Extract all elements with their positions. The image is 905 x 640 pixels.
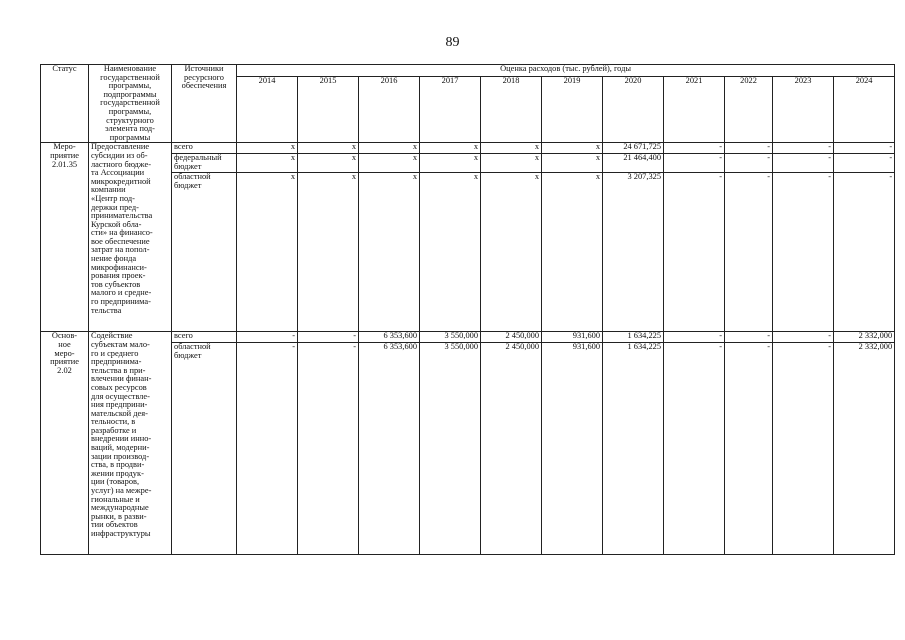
text-line: Предоставление bbox=[91, 142, 150, 152]
value-cell: 3 207,325 bbox=[603, 173, 664, 332]
text-line: тельства bbox=[91, 305, 122, 315]
year-header: 2021 bbox=[664, 76, 725, 143]
text-line: ваций, модерни- bbox=[91, 443, 150, 453]
text-line: государственной bbox=[100, 98, 160, 108]
text-line: совых ресурсов bbox=[91, 382, 147, 392]
value-cell: x bbox=[298, 143, 359, 154]
text-line: предпринима- bbox=[91, 357, 142, 367]
text-line: рынки, в разви- bbox=[91, 511, 147, 521]
year-header: 2017 bbox=[420, 76, 481, 143]
table-row bbox=[41, 332, 895, 343]
value-cell: 2 450,000 bbox=[481, 332, 542, 343]
text-line: государственной bbox=[100, 72, 160, 82]
value-cell: x bbox=[542, 154, 603, 173]
text-line: Основ- bbox=[51, 331, 78, 341]
text-line: жении продук- bbox=[91, 468, 144, 478]
value-cell: 3 550,000 bbox=[420, 332, 481, 343]
value-cell: x bbox=[420, 143, 481, 154]
text-line: структурного bbox=[106, 115, 154, 125]
value-cell: - bbox=[664, 343, 725, 555]
text-line: зации производ- bbox=[91, 451, 150, 461]
value-cell: - bbox=[664, 154, 725, 173]
value-cell: - bbox=[725, 143, 773, 154]
year-header: 2020 bbox=[603, 76, 664, 143]
text-line: программы, bbox=[108, 106, 152, 116]
source-cell: всего bbox=[172, 332, 237, 343]
text-line: подпрограммы bbox=[103, 89, 157, 99]
value-cell: - bbox=[298, 332, 359, 343]
value-cell: x bbox=[237, 154, 298, 173]
text-line: Курской обла- bbox=[91, 219, 142, 229]
value-cell: - bbox=[725, 154, 773, 173]
header-status: Статус bbox=[41, 65, 89, 143]
text-line: меро- bbox=[54, 348, 75, 358]
value-cell: x bbox=[359, 173, 420, 332]
value-cell: - bbox=[773, 143, 834, 154]
value-cell: x bbox=[542, 173, 603, 332]
text-line: субсидии из об- bbox=[91, 150, 148, 160]
text-line: ции (товаров, bbox=[91, 477, 140, 487]
value-cell: x bbox=[542, 143, 603, 154]
text-line: микрокредитной bbox=[91, 176, 151, 186]
source-cell: федеральный бюджет bbox=[172, 154, 237, 173]
text-line: гиональные и bbox=[91, 494, 140, 504]
header-name bbox=[89, 65, 172, 143]
value-cell: 6 353,600 bbox=[359, 343, 420, 555]
value-cell: 931,600 bbox=[542, 343, 603, 555]
table-row bbox=[41, 143, 895, 154]
header-estimate: Оценка расходов (тыс. рублей), годы bbox=[237, 65, 895, 77]
table-body bbox=[41, 143, 895, 555]
name-cell bbox=[89, 332, 172, 555]
text-line: тельства в при- bbox=[91, 365, 146, 375]
text-line: ное bbox=[58, 339, 71, 349]
text-line: малого и средне- bbox=[91, 288, 152, 298]
value-cell: - bbox=[664, 173, 725, 332]
value-cell: - bbox=[237, 343, 298, 555]
value-cell: - bbox=[725, 173, 773, 332]
text-line: затрат на попол- bbox=[91, 245, 150, 255]
budget-table bbox=[40, 64, 895, 555]
text-line: разработке и bbox=[91, 425, 137, 435]
text-line: субъектам мало- bbox=[91, 339, 150, 349]
value-cell: x bbox=[481, 143, 542, 154]
value-cell: x bbox=[359, 143, 420, 154]
year-header: 2023 bbox=[773, 76, 834, 143]
text-line: ства, в продви- bbox=[91, 460, 145, 470]
value-cell: - bbox=[664, 332, 725, 343]
value-cell: 2 450,000 bbox=[481, 343, 542, 555]
text-line: элемента под- bbox=[105, 124, 155, 134]
value-cell: - bbox=[725, 332, 773, 343]
text-line: Источники bbox=[184, 64, 224, 73]
text-line: микрофинанси- bbox=[91, 262, 147, 272]
year-header: 2018 bbox=[481, 76, 542, 143]
text-line: программы bbox=[109, 132, 151, 142]
value-cell: - bbox=[834, 173, 895, 332]
value-cell: - bbox=[725, 343, 773, 555]
year-header: 2024 bbox=[834, 76, 895, 143]
value-cell: 21 464,400 bbox=[603, 154, 664, 173]
text-line: услуг) на межре- bbox=[91, 486, 152, 496]
text-line: ресурсного bbox=[184, 72, 224, 82]
text-line: вое обеспечение bbox=[91, 236, 150, 246]
text-line: Наименование bbox=[103, 64, 157, 73]
text-line: рования проек- bbox=[91, 271, 146, 281]
header-source bbox=[172, 65, 237, 143]
text-line: Меро- bbox=[53, 142, 76, 152]
text-line: международные bbox=[91, 503, 149, 513]
year-header: 2016 bbox=[359, 76, 420, 143]
value-cell: 2 332,000 bbox=[834, 332, 895, 343]
year-header: 2022 bbox=[725, 76, 773, 143]
value-cell: x bbox=[481, 154, 542, 173]
text-line: та Ассоциации bbox=[91, 168, 145, 178]
text-line: приятие bbox=[50, 357, 79, 367]
value-cell: x bbox=[298, 173, 359, 332]
value-cell: 1 634,225 bbox=[603, 343, 664, 555]
value-cell: 1 634,225 bbox=[603, 332, 664, 343]
value-cell: - bbox=[773, 343, 834, 555]
year-header: 2014 bbox=[237, 76, 298, 143]
value-cell: 6 353,600 bbox=[359, 332, 420, 343]
status-cell bbox=[41, 332, 89, 555]
source-cell: всего bbox=[172, 143, 237, 154]
value-cell: - bbox=[773, 332, 834, 343]
text-line: принимательства bbox=[91, 211, 153, 221]
text-line: тии объектов bbox=[91, 520, 138, 530]
value-cell: - bbox=[773, 173, 834, 332]
value-cell: x bbox=[420, 173, 481, 332]
text-line: сти» на финансо- bbox=[91, 228, 153, 238]
status-cell bbox=[41, 143, 89, 332]
text-line: компании bbox=[91, 185, 126, 195]
text-line: инфраструктуры bbox=[91, 529, 151, 538]
text-line: внедрении инно- bbox=[91, 434, 152, 444]
value-cell: x bbox=[420, 154, 481, 173]
text-line: 2.01.35 bbox=[51, 159, 78, 169]
text-line: го и среднего bbox=[91, 348, 139, 358]
text-line: «Центр под- bbox=[91, 193, 135, 203]
text-line: влечении финан- bbox=[91, 374, 152, 384]
value-cell: x bbox=[237, 173, 298, 332]
value-cell: 3 550,000 bbox=[420, 343, 481, 555]
text-line: 2.02 bbox=[57, 365, 72, 375]
value-cell: - bbox=[664, 143, 725, 154]
value-cell: x bbox=[237, 143, 298, 154]
value-cell: - bbox=[773, 154, 834, 173]
value-cell: x bbox=[298, 154, 359, 173]
text-line: тов субъектов bbox=[91, 279, 141, 289]
value-cell: - bbox=[834, 154, 895, 173]
text-line: мательской дея- bbox=[91, 408, 148, 418]
text-line: ния предприни- bbox=[91, 400, 148, 410]
year-header: 2019 bbox=[542, 76, 603, 143]
name-cell bbox=[89, 143, 172, 332]
value-cell: - bbox=[834, 143, 895, 154]
value-cell: 931,600 bbox=[542, 332, 603, 343]
text-line: Содействие bbox=[91, 331, 133, 341]
value-cell: x bbox=[481, 173, 542, 332]
text-line: приятие bbox=[50, 150, 79, 160]
value-cell: x bbox=[359, 154, 420, 173]
source-cell: областной бюджет bbox=[172, 173, 237, 332]
text-line: для осуществле- bbox=[91, 391, 150, 401]
source-cell: областной бюджет bbox=[172, 343, 237, 555]
text-line: го предпринима- bbox=[91, 297, 151, 307]
value-cell: - bbox=[298, 343, 359, 555]
year-header: 2015 bbox=[298, 76, 359, 143]
text-line: обеспечения bbox=[181, 81, 227, 91]
text-line: держки пред- bbox=[91, 202, 139, 212]
text-line: тельности, в bbox=[91, 417, 136, 427]
value-cell: - bbox=[237, 332, 298, 343]
value-cell: 2 332,000 bbox=[834, 343, 895, 555]
value-cell: 24 671,725 bbox=[603, 143, 664, 154]
page-number: 89 bbox=[445, 35, 460, 50]
text-line: ластного бюдже- bbox=[91, 159, 151, 169]
text-line: нение фонда bbox=[91, 254, 137, 264]
text-line: программы, bbox=[108, 81, 152, 91]
